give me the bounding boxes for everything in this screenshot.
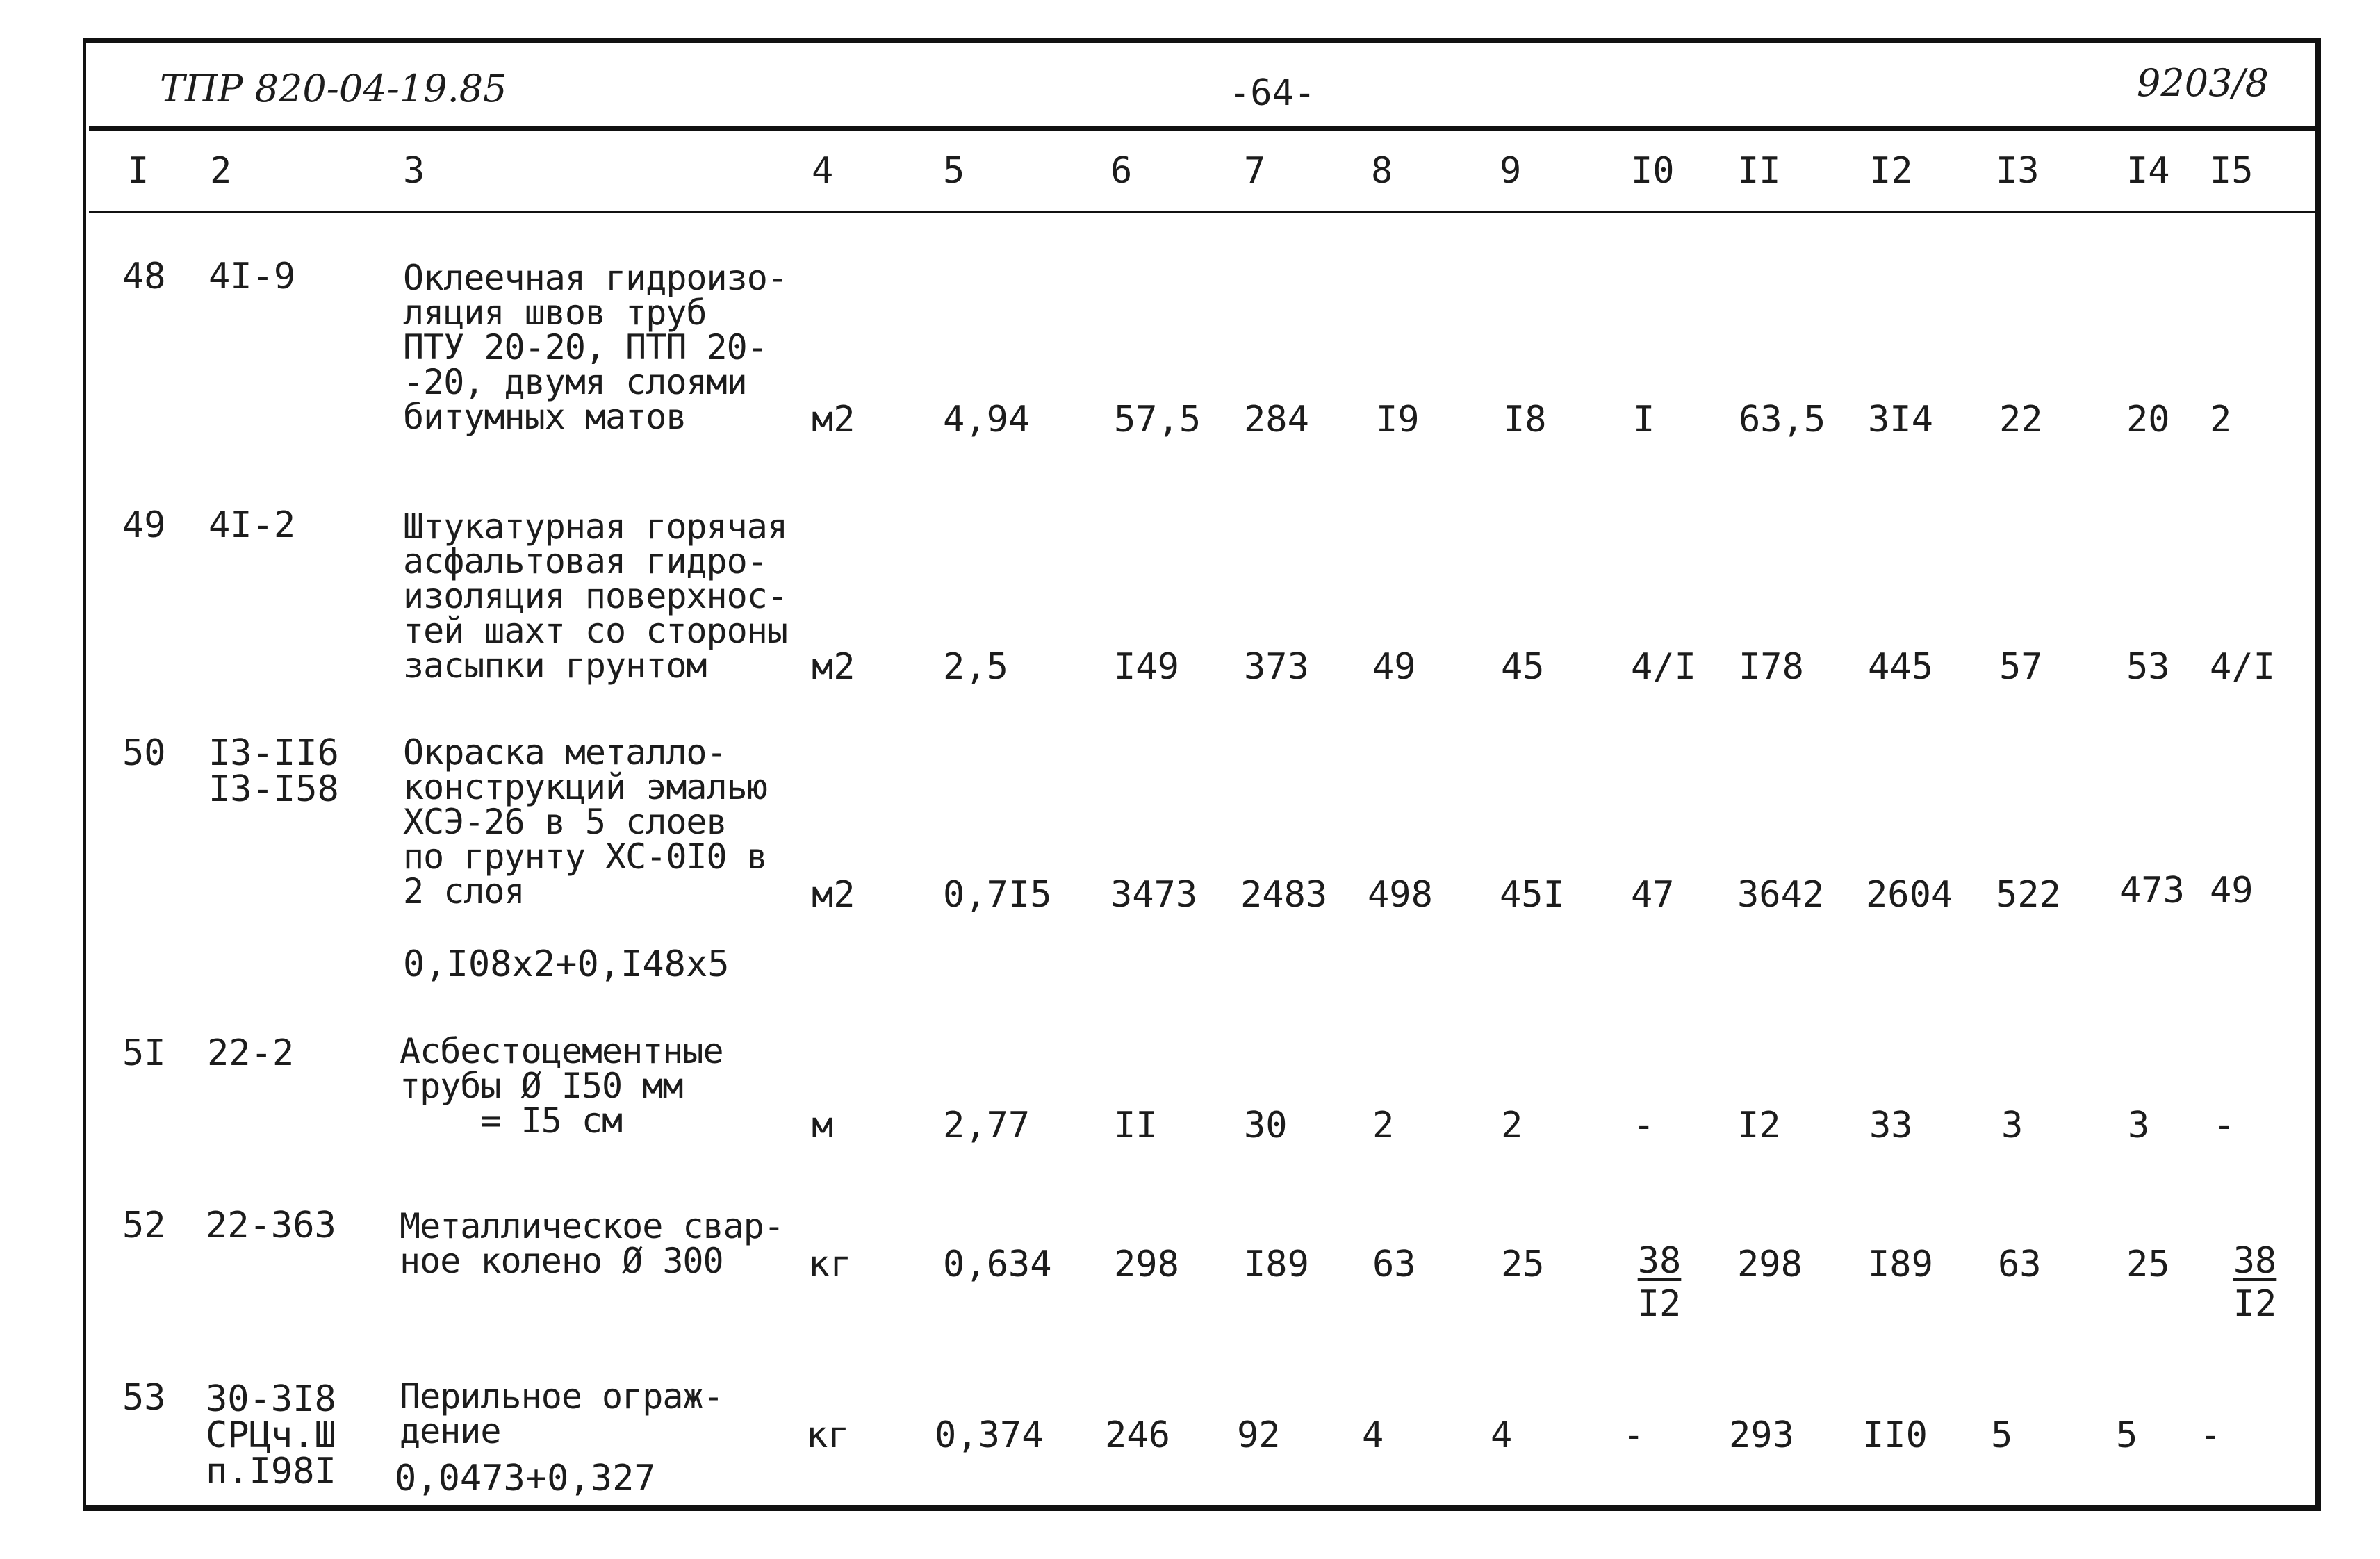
- row-number: 52: [122, 1205, 166, 1246]
- value-col-8: I9: [1376, 399, 1420, 440]
- value-col-7: 2483: [1240, 874, 1328, 916]
- description-line: ляция швов труб: [403, 292, 707, 333]
- value-col-10: 47: [1631, 874, 1675, 916]
- value-col-13: 5: [1991, 1414, 2013, 1456]
- value-col-13: 3: [2001, 1105, 2024, 1146]
- description-line: Окраска металло-: [403, 732, 727, 773]
- value-col-15: 49: [2210, 870, 2254, 912]
- value-col-11: 293: [1729, 1414, 1794, 1456]
- value-col-15: 4/I: [2210, 646, 2275, 688]
- value-col-15: 2: [2210, 399, 2232, 440]
- fraction-denominator: I2: [2233, 1283, 2277, 1325]
- value-col-11: 3642: [1737, 874, 1825, 916]
- value-col-5: 0,7I5: [943, 874, 1052, 916]
- description-line: Перильное ограж-: [400, 1376, 723, 1417]
- fraction-denominator: I2: [1637, 1283, 1682, 1325]
- value-col-14: 5: [2116, 1414, 2138, 1456]
- value-col-8: 63: [1372, 1244, 1416, 1285]
- description-line: Металлическое свар-: [400, 1206, 784, 1246]
- norm-code: 30-3I8: [206, 1378, 336, 1420]
- value-col-9: I8: [1503, 399, 1547, 440]
- value-col-6: 3473: [1110, 874, 1198, 916]
- value-col-10: I: [1633, 399, 1655, 440]
- value-col-14: 53: [2126, 646, 2170, 688]
- col-header-15: I5: [2210, 150, 2254, 192]
- col-header-9: 9: [1500, 150, 1522, 192]
- col-header-11: II: [1737, 150, 1781, 192]
- col-header-8: 8: [1371, 150, 1393, 192]
- value-col-9: 45I: [1500, 874, 1565, 916]
- value-col-12: I89: [1868, 1244, 1933, 1285]
- unit: м2: [812, 874, 855, 916]
- row-number: 53: [122, 1377, 166, 1419]
- unit: м2: [812, 399, 855, 440]
- description-line: дение: [400, 1411, 501, 1451]
- norm-code: 4I-9: [208, 256, 296, 297]
- norm-code: 22-363: [206, 1205, 336, 1246]
- norm-code: 22-2: [207, 1032, 295, 1074]
- value-col-9: 45: [1501, 646, 1545, 688]
- value-col-11: 298: [1737, 1244, 1803, 1285]
- value-col-7: I89: [1244, 1244, 1309, 1285]
- value-col-7: 92: [1237, 1414, 1281, 1456]
- value-col-15: -: [2199, 1414, 2222, 1456]
- value-col-5: 0,634: [943, 1244, 1052, 1285]
- col-header-7: 7: [1244, 150, 1266, 192]
- value-col-12: 3I4: [1868, 399, 1933, 440]
- col-header-12: I2: [1869, 150, 1913, 192]
- unit: кг: [806, 1414, 850, 1456]
- calculation-formula: 0,I08х2+0,I48х5: [403, 943, 730, 985]
- calculation-formula: 0,0473+0,327: [395, 1458, 656, 1499]
- description-line: Асбестоцементные: [400, 1031, 723, 1071]
- value-col-10-fraction: [1625, 1239, 1694, 1326]
- value-col-6: 246: [1105, 1414, 1170, 1456]
- sheet-number: 9203/8: [2137, 61, 2269, 105]
- value-col-5: 0,374: [935, 1414, 1044, 1456]
- description-line: Штукатурная горячая: [403, 506, 787, 547]
- value-col-11: I78: [1739, 646, 1804, 688]
- norm-code: п.I98I: [206, 1451, 336, 1492]
- value-col-10: -: [1633, 1105, 1655, 1146]
- description-line: Оклеечная гидроизо-: [403, 258, 787, 298]
- value-col-8: 498: [1368, 874, 1433, 916]
- value-col-11: 63,5: [1739, 399, 1826, 440]
- description-line: асфальтовая гидро-: [403, 541, 767, 581]
- value-col-15: -: [2213, 1105, 2235, 1146]
- description-line: битумных матов: [403, 397, 687, 437]
- value-col-5: 2,5: [943, 646, 1008, 688]
- value-col-9: 2: [1501, 1105, 1523, 1146]
- row-number: 49: [122, 504, 166, 546]
- value-col-5: 4,94: [943, 399, 1031, 440]
- col-header-3: 3: [403, 150, 425, 192]
- value-col-8: 2: [1372, 1105, 1395, 1146]
- description-line: ПТУ 20-20, ПТП 20-: [403, 327, 767, 368]
- description-line: ное колено Ø 300: [400, 1241, 723, 1281]
- value-col-10: 4/I: [1631, 646, 1696, 688]
- value-col-9: 25: [1501, 1244, 1545, 1285]
- col-header-5: 5: [943, 150, 965, 192]
- description-line: -20, двумя слоями: [403, 362, 747, 402]
- description-line: по грунту ХС-0I0 в: [403, 836, 767, 877]
- norm-code: 4I-2: [208, 504, 296, 546]
- value-col-13: 522: [1996, 874, 2061, 916]
- value-col-14: 473: [2119, 870, 2185, 912]
- value-col-12: 445: [1868, 646, 1933, 688]
- norm-code: I3-I58: [208, 768, 339, 810]
- value-col-12: 33: [1869, 1105, 1913, 1146]
- unit: м2: [812, 646, 855, 688]
- value-col-9: 4: [1491, 1414, 1513, 1456]
- value-col-12: II0: [1862, 1414, 1928, 1456]
- description-line: конструкций эмалью: [403, 767, 767, 807]
- fraction-numerator: 38: [1637, 1240, 1682, 1282]
- description-line: изоляция поверхнос-: [403, 576, 787, 616]
- unit: м: [812, 1105, 834, 1146]
- description-line: = I5 см: [400, 1100, 623, 1141]
- value-col-13: 22: [1999, 399, 2043, 440]
- unit: кг: [808, 1244, 852, 1285]
- description-line: тей шахт со стороны: [403, 611, 787, 651]
- value-col-6: 298: [1114, 1244, 1179, 1285]
- col-header-13: I3: [1996, 150, 2040, 192]
- value-col-14: 3: [2128, 1105, 2150, 1146]
- value-col-10: -: [1623, 1414, 1645, 1456]
- col-header-10: I0: [1631, 150, 1675, 192]
- description-line: ХСЭ-26 в 5 слоев: [403, 802, 727, 842]
- value-col-13: 57: [1999, 646, 2043, 688]
- col-header-6: 6: [1110, 150, 1133, 192]
- value-col-11: I2: [1737, 1105, 1781, 1146]
- fraction-numerator: 38: [2233, 1240, 2277, 1282]
- norm-code: I3-II6: [208, 732, 339, 774]
- value-col-5: 2,77: [943, 1105, 1031, 1146]
- value-col-12: 2604: [1866, 874, 1953, 916]
- document-code: ТПР 820-04-19.85: [160, 67, 507, 110]
- value-col-7: 30: [1244, 1105, 1288, 1146]
- value-col-8: 4: [1362, 1414, 1384, 1456]
- value-col-6: I49: [1114, 646, 1179, 688]
- value-col-13: 63: [1998, 1244, 2042, 1285]
- description-line: засыпки грунтом: [403, 645, 707, 686]
- row-number: 50: [122, 732, 166, 774]
- row-number: 5I: [122, 1032, 166, 1074]
- value-col-7: 284: [1244, 399, 1309, 440]
- col-header-2: 2: [210, 150, 232, 192]
- row-number: 48: [122, 256, 166, 297]
- header-divider: [89, 126, 2315, 131]
- col-header-4: 4: [812, 150, 834, 192]
- page-number: -64-: [1229, 72, 1316, 114]
- value-col-6: 57,5: [1114, 399, 1201, 440]
- description-line: 2 слоя: [403, 871, 525, 912]
- value-col-15-fraction: [2220, 1239, 2290, 1326]
- description-line: трубы Ø I50 мм: [400, 1066, 683, 1106]
- value-col-8: 49: [1372, 646, 1416, 688]
- value-col-7: 373: [1244, 646, 1309, 688]
- col-header-14: I4: [2126, 150, 2170, 192]
- column-header-divider: [89, 211, 2315, 213]
- value-col-14: 20: [2126, 399, 2170, 440]
- col-header-1: I: [127, 150, 149, 192]
- value-col-14: 25: [2126, 1244, 2170, 1285]
- value-col-6: II: [1114, 1105, 1158, 1146]
- norm-code: СРЦч.Ш: [206, 1414, 336, 1456]
